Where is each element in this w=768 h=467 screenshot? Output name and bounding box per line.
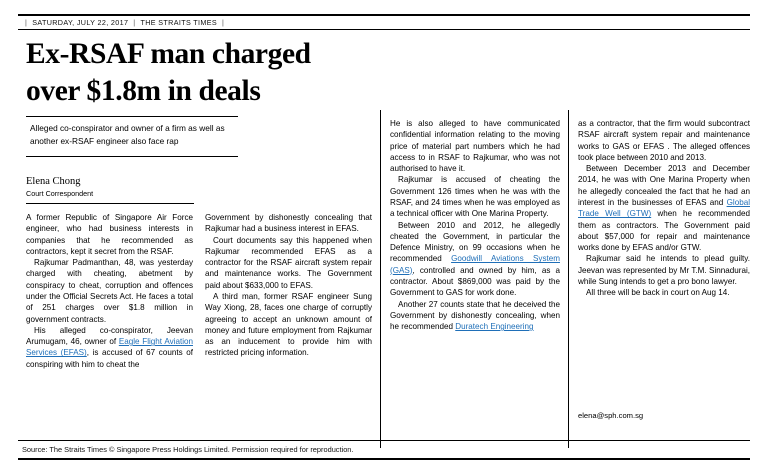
link-gtw[interactable]: Global Trade Well (GTW) (578, 197, 750, 219)
footer-credit: Source: The Straits Times © Singapore Press Holdings Limited. Permission required for reproduction. (22, 445, 354, 454)
paragraph: He is also alleged to have communicated confidential information relating to the moving price of material part numbers which he had access to in RSAF to Rajkumar, who was not authorised to have it. (390, 119, 560, 174)
dateline-divider (18, 29, 750, 30)
column-divider-1 (380, 110, 381, 448)
paragraph: A former Republic of Singapore Air Force engineer, who had business interests in companies that he recommended as contractors, kept it secret from the RSAF. (26, 213, 193, 256)
headline-line-1: Ex-RSAF man charged (26, 38, 311, 70)
deck-divider-bottom (26, 156, 238, 157)
paragraph: Rajkumar Padmanthan, 48, was yesterday charged with cheating, abetment by conspiracy to cheat, corruption and offences under the Official Secrets Act. He faces a total of 251 charges over $1.8 million in government contracts. (26, 258, 193, 324)
link-duratech[interactable]: Duratech Engineering (455, 322, 534, 332)
paragraph: His alleged co-conspirator, Jeevan Arumugam, 46, owner of Eagle Flight Aviation Services (EFAS), is accused of 67 counts of conspiring with him to cheat the (26, 325, 193, 369)
link-efas[interactable]: Eagle Flight Aviation Services (EFAS) (26, 337, 193, 358)
page-title (26, 36, 386, 111)
paragraph: All three will be back in court on Aug 14. (586, 288, 730, 298)
dateline-separator-mid: | (133, 18, 136, 27)
byline (26, 175, 176, 198)
column-divider-2 (568, 110, 569, 448)
headline-line-2: over $1.8m in deals (26, 75, 261, 108)
paragraph: Court documents say this happened when Rajkumar recommended EFAS as a contractor for the RSAF aircraft system repair and maintenance works. The Government paid about $633,000 to EFAS. (205, 235, 372, 290)
paragraph: Between December 2013 and December 2014, he was with One Marina Property when he allegedly concealed the fact that he had an interest in the businesses of EFAS and Global Trade Well (GTW) when he recommended them as contractors. The Government paid about $57,000 for repair and maintenance works done by EFAS and/or GTW. (578, 164, 750, 253)
footer-divider-top (18, 440, 750, 441)
deck-divider-top (26, 116, 238, 117)
body-column-4 (578, 118, 750, 299)
dateline (20, 18, 420, 27)
top-divider (18, 14, 750, 16)
body-column-2 (205, 212, 372, 359)
paragraph: Government by dishonestly concealing that Rajkumar had a business interest in EFAS. (205, 213, 372, 234)
author-email[interactable]: elena@sph.com.sg (578, 411, 644, 420)
link-gas[interactable]: Goodwill Aviations System (GAS) (390, 254, 560, 275)
body-column-1 (26, 212, 193, 370)
byline-divider (26, 203, 194, 204)
dateline-separator-left: | (25, 18, 28, 27)
byline-author-role: Court Correspondent (26, 189, 94, 199)
dateline-date: SATURDAY, JULY 22, 2017 (32, 18, 129, 27)
paragraph: Another 27 counts state that he deceived the Government by dishonestly concealing, when he recommended Duratech Engineering (390, 299, 560, 332)
dateline-separator-right: | (222, 18, 225, 27)
footer-divider-bottom (18, 458, 750, 460)
body-column-3 (390, 118, 560, 332)
dateline-publication: THE STRAITS TIMES (140, 18, 218, 27)
paragraph: Between 2010 and 2012, he allegedly cheated the Government, in particular the Defence Ministry, on 99 occasions when he recommended Goodwill Aviations System (GAS), controlled and owned by him, as a contractor. About $869,000 was paid by the Government to GAS for work done. (390, 220, 560, 298)
article-deck: Alleged co-conspirator and owner of a firm as well as another ex-RSAF engineer also face rap (30, 123, 225, 146)
byline-author-name: Elena Chong (26, 176, 81, 187)
paragraph: Rajkumar said he intends to plead guilty. Jeevan was represented by Mr T.M. Sinnadurai, while Sung intends to get a pro bono lawyer. (578, 254, 750, 286)
paragraph: A third man, former RSAF engineer Sung Way Xiong, 28, faces one charge of corruptly agreeing to accept an unknown amount of money and future employment from Rajkumar as an inducement to provide him with restricted pricing information. (205, 291, 372, 358)
paragraph: as a contractor, that the firm would subcontract RSAF aircraft system repair and maintenance works to GAS or EFAS . The alleged offences took place between 2010 and 2013. (578, 119, 750, 162)
paragraph: Rajkumar is accused of cheating the Government 126 times when he was with the RSAF, and 24 times when he was employed as a technical officer with One Marina Property. (390, 175, 560, 219)
